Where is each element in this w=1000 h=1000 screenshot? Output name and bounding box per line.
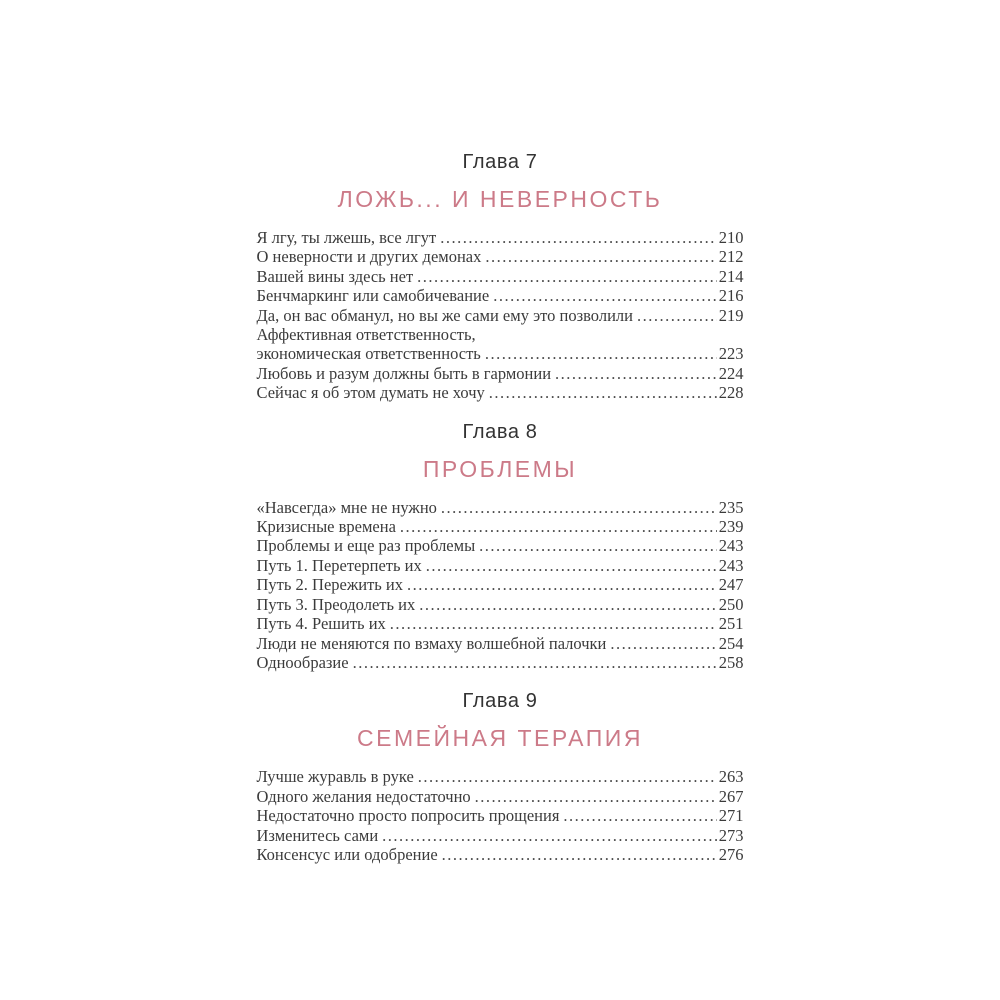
entry-page-number: 216: [718, 286, 744, 306]
entry-page-number: 219: [718, 305, 744, 325]
dot-leader: [442, 845, 717, 864]
entry-page-number: 228: [718, 383, 744, 403]
entry-page-number: 273: [718, 825, 744, 845]
toc-entry: [257, 614, 744, 633]
toc-entry: [257, 286, 744, 305]
toc-entry: [257, 383, 744, 402]
entry-page-number: 258: [718, 652, 744, 672]
entry-title: Аффективная ответственность,: [256, 325, 476, 345]
dot-leader: [353, 653, 717, 672]
chapter-title: ЛОЖЬ... И НЕВЕРНОСТЬ: [337, 186, 663, 212]
entry-page-number: 243: [718, 555, 744, 575]
chapter-title: ПРОБЛЕМЫ: [422, 455, 578, 482]
toc-entry: [257, 767, 744, 786]
dot-leader: [390, 614, 717, 633]
dot-leader: [419, 595, 717, 614]
dot-leader: [382, 826, 717, 845]
entry-page-number: 235: [718, 497, 744, 517]
entry-page-number: 223: [718, 344, 744, 364]
entry-page-number: 224: [718, 363, 744, 383]
toc-entry: [257, 267, 744, 286]
entry-title: Консенсус или одобрение: [256, 844, 438, 864]
toc-entry: [257, 806, 744, 825]
toc-entry: [257, 787, 744, 806]
entry-title: Недостаточно просто попросить прощения: [256, 806, 560, 826]
toc-entry: [257, 634, 744, 653]
chapter-section: [257, 152, 744, 403]
toc-entry: [257, 845, 744, 864]
entry-page-number: 250: [718, 594, 744, 614]
entry-page-number: 276: [718, 844, 744, 864]
entry-title: Кризисные времена: [256, 517, 396, 537]
table-of-contents: [257, 0, 744, 864]
toc-entry: [257, 344, 744, 363]
dot-leader: [418, 767, 717, 786]
entry-page-number: 254: [718, 633, 744, 653]
dot-leader: [637, 306, 717, 325]
entry-title: Изменитесь сами: [256, 825, 379, 845]
chapter-label: Глава 9: [462, 690, 538, 713]
entry-page-number: 212: [718, 247, 744, 267]
chapter-entries: [257, 228, 744, 403]
dot-leader: [441, 498, 717, 517]
toc-entry: [257, 364, 744, 383]
chapter-label: Глава 8: [462, 420, 538, 443]
dot-leader: [563, 806, 716, 825]
toc-entry: [257, 556, 744, 575]
chapter-entries: [257, 767, 744, 864]
chapter-entries: [257, 498, 744, 673]
entry-title: Проблемы и еще раз проблемы: [256, 536, 476, 556]
toc-entry: [257, 517, 744, 536]
entry-page-number: 251: [718, 614, 744, 634]
entry-title: Я лгу, ты лжешь, все лгут: [256, 228, 437, 247]
entry-title: Любовь и разум должны быть в гармонии: [256, 363, 552, 383]
entry-title: Да, он вас обманул, но вы же сами ему это позволили: [256, 305, 633, 325]
entry-title: Путь 1. Перетерпеть их: [256, 555, 422, 575]
entry-page-number: 243: [718, 536, 744, 556]
toc-entry: [257, 325, 744, 344]
toc-entry: [257, 826, 744, 845]
dot-leader: [610, 634, 716, 653]
entry-title: Лучше журавль в руке: [256, 767, 414, 787]
dot-leader: [426, 556, 717, 575]
entry-title: «Навсегда» мне не нужно: [256, 497, 437, 517]
dot-leader: [407, 575, 717, 594]
dot-leader: [489, 383, 717, 402]
entry-title: Бенчмаркинг или самобичевание: [256, 286, 490, 306]
chapter-title: СЕМЕЙНАЯ ТЕРАПИЯ: [357, 725, 643, 752]
entry-page-number: 239: [718, 517, 744, 537]
dot-leader: [475, 787, 717, 806]
dot-leader: [555, 364, 717, 383]
entry-title: Вашей вины здесь нет: [256, 266, 414, 286]
dot-leader: [440, 228, 716, 247]
chapter-section: [257, 422, 744, 673]
dot-leader: [479, 536, 717, 555]
toc-entry: [257, 575, 744, 594]
chapter-section: [257, 691, 744, 864]
toc-entry: [257, 498, 744, 517]
toc-entry: [257, 247, 744, 266]
toc-entry: [257, 536, 744, 555]
dot-leader: [417, 267, 717, 286]
toc-entry: [257, 653, 744, 672]
dot-leader: [493, 286, 717, 305]
dot-leader: [485, 247, 716, 266]
entry-page-number: 214: [718, 266, 744, 286]
toc-entry: [257, 306, 744, 325]
entry-page-number: 271: [718, 806, 744, 826]
toc-entry: [257, 228, 744, 247]
entry-title: Однообразие: [256, 652, 349, 672]
entry-title: Люди не меняются по взмаху волшебной палочки: [256, 633, 607, 653]
entry-title: О неверности и других демонах: [256, 247, 482, 267]
entry-page-number: 210: [718, 228, 744, 247]
entry-title: экономическая ответственность: [256, 344, 481, 364]
toc-entry: [257, 595, 744, 614]
entry-page-number: 267: [718, 786, 744, 806]
entry-title: Одного желания недостаточно: [256, 786, 471, 806]
dot-leader: [485, 344, 717, 363]
entry-title: Путь 2. Пережить их: [256, 575, 404, 595]
dot-leader: [400, 517, 717, 536]
entry-page-number: 247: [718, 575, 744, 595]
entry-title: Путь 4. Решить их: [256, 614, 386, 634]
entry-page-number: 263: [718, 767, 744, 787]
entry-title: Сейчас я об этом думать не хочу: [256, 383, 485, 403]
entry-title: Путь 3. Преодолеть их: [256, 594, 416, 614]
chapter-label: Глава 7: [462, 151, 538, 173]
